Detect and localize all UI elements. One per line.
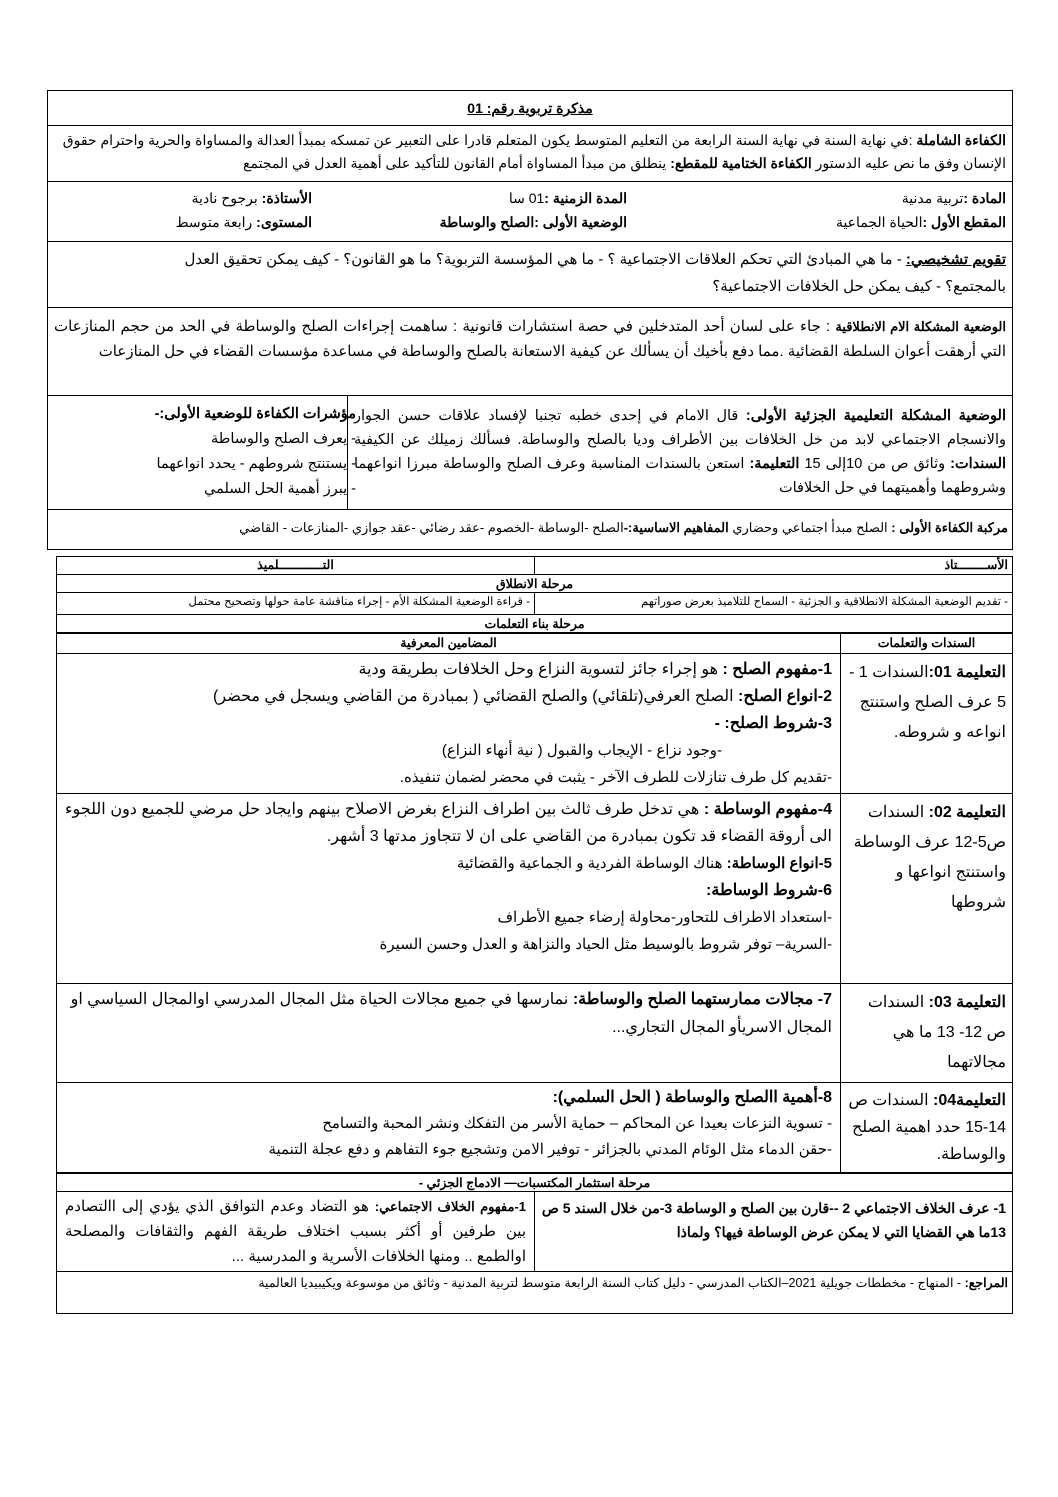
content-cell: 7- مجالات ممارستهما الصلح والوساطة: نمارسها في جميع مجالات الحياة مثل المجال المدرسي اوالمجال السياسي او المجال الاسريأو المجال التجاري...	[57, 984, 841, 1083]
indicator-item: - يستنتج شروطهم - يحدد انواعهما	[156, 456, 356, 472]
section	[836, 214, 1006, 231]
duration-label: المدة الزمنية :	[544, 190, 627, 206]
launch-student: - قراءة الوضعية المشكلة الأم - إجراء مناقشة عامة حولها وتصحيح محتمل	[57, 593, 535, 615]
final-competence-text: ينطلق من مبدأ المساواة أمام القانون للتأكيد على أهمية العدل في المجتمع	[243, 155, 667, 171]
partial-situation	[347, 396, 1012, 509]
info-box	[47, 182, 1013, 242]
resources-label: السندات:	[950, 456, 1007, 472]
progress-table	[56, 556, 1013, 1314]
instruction-label: التعليمة 01:	[928, 664, 1006, 681]
instruction-text: السندات ص 12- 13 ما هي مجالاتهما	[867, 994, 1006, 1071]
instruction-label: التعليمة04:	[933, 1092, 1006, 1109]
concepts-text: الصلح -الوساطة -الخصوم -عقد رضائي -عقد جوازي -المنازعات - القاضي	[239, 520, 624, 535]
duration	[509, 190, 627, 207]
instruction-label: التعليمة 03:	[928, 994, 1006, 1011]
level-value: رابعة متوسط	[175, 214, 253, 230]
instruction-text: السندات ص5-12 عرف الوساطة واستنتج انواعها و شروطها	[853, 804, 1006, 911]
table-row	[57, 984, 1013, 1083]
final-competence-label: الكفاءة الختامية للمقطع:	[670, 155, 812, 171]
level-label: المستوى:	[256, 214, 312, 230]
integration-title: مرحلة استثمار المكتسبات— الادماج الجزئي -	[57, 1174, 1013, 1192]
indicators	[48, 396, 364, 508]
instruction-cell	[841, 984, 1013, 1083]
indicator-item: - يعرف الصلح والوساطة	[211, 431, 356, 447]
level	[176, 214, 312, 231]
instruction-cell	[841, 654, 1013, 794]
resources-text: وثائق ص من 10إلى 15	[804, 456, 946, 472]
table-row	[57, 794, 1013, 984]
content-cell: 1-مفهوم الصلح : هو إجراء جائز لتسوية النزاع وحل الخلافات بطريقة ودية 2-انواع الصلح: الصلح العرفي(تلقائي) والصلح القضائي ( بمبادرة من القاضي ويسجل في محضر) 3-شروط الصلح: - -وجود نزاع - الإيجاب والقبول ( نية أنهاء النزاع) -تقديم كل طرف تنازلات للطرف الآخر - يثبت في محضر لضمان تنفيذه.	[57, 654, 841, 794]
teacher-label: الأستاذة:	[261, 190, 312, 206]
build-title: مرحلة بناء التعلمات	[57, 615, 1013, 633]
launch-title: مرحلة الانطلاق	[57, 575, 1013, 593]
content-cell: 8-أهمية االصلح والوساطة ( الحل السلمي): - تسوية النزعات بعيدا عن المحاكم – حماية الأسر من التفكك ونشر المحبة والتسامح -حقن الدماء مثل الوئام المدني بالجزائر - توفير الامن وتشجيع جوء التفاهم و دفع عجلة التنمية	[57, 1083, 841, 1173]
header-box	[47, 90, 1013, 126]
component-box	[47, 510, 1013, 550]
mother-situation-box	[47, 308, 1013, 396]
instruction-text: السندات 1 - 5 عرف الصلح واستنتج انواعه و شروطه.	[849, 664, 1006, 741]
lesson-plan	[47, 90, 1013, 550]
references	[57, 1272, 1013, 1314]
concepts-label: المفاهيم الاساسية:-	[623, 520, 729, 535]
integration-answer: 1-مفهوم الخلاف الاجتماعي: هو التضاد وعدم التوافق الذي يؤدي إلى االتصادم بين طرفين أو أكثر بسبب اختلاف طريقة الفهم والثقافات والمصلحة اوالطمع .. ومنها الخلافات الأسرية و المدرسية ...	[57, 1192, 535, 1272]
table-row	[57, 1083, 1013, 1173]
partial-situation-label: الوضعية المشكلة التعليمية الجزئية الأولى:	[745, 408, 1006, 424]
component-text: الصلح مبدأ اجتماعي وحضاري	[732, 520, 888, 535]
student-col-header: التــــــــــــلميذ	[57, 557, 535, 575]
section-value: الحياة الجماعية	[835, 214, 923, 230]
mother-situation-text: : جاء على لسان أحد المتدخلين في حصة استشارات قانونية : ساهمت إجراءات الصلح والوساطة في الحد من حجم المنازعات التي أرهقت أعوان السلطة القضائية .مما دفع بأخيك أن يسألك عن كيفية الاستعانة بالصلح والوساطة في مساعدة مؤسسات القضاء في حل المنازعات	[54, 318, 1006, 360]
component-label: مركبة الكفاءة الأولى :	[891, 520, 1008, 535]
mother-situation-label: الوضعية المشكلة الام الانطلاقية	[835, 319, 1006, 334]
situation-label: الوضعية الأولى :	[534, 214, 627, 230]
instruction-text: السندات ص 14-15 حدد اهمية الصلح والوساطة.	[848, 1092, 1006, 1163]
partial-situation-text: قال الامام في إحدى خطبه تجنبا لإفساد علاقات حسن الجوار والانسجام الاجتماعي لابد من خل الخلافات بين الأطراف وديا بالصلح والوساطة. فسألك زميلك عن الكيفية	[354, 408, 1006, 448]
table-row	[57, 654, 1013, 794]
indicators-label: مؤشرات الكفاءة للوضعية الأولى:-	[154, 406, 356, 422]
competence-label: الكفاءة الشاملة	[916, 132, 1006, 148]
launch-teacher: - تقديم الوضعية المشكلة الانطلاقية و الجزئية - السماح للتلاميذ بعرض صوراتهم	[535, 593, 1013, 615]
subject-label: المادة :	[963, 190, 1006, 206]
teacher-value: برجوح نادية	[191, 190, 258, 206]
teacher	[192, 190, 312, 207]
instruction-cell	[841, 1083, 1013, 1173]
partial-situation-box	[47, 396, 1013, 510]
references-label: المراجع:	[964, 1276, 1008, 1290]
situation	[440, 214, 627, 231]
instruction-label: التعليمة:	[749, 456, 800, 472]
indicator-item: - يبرز أهمية الحل السلمي	[203, 481, 356, 497]
diagnostic-line2: بالمجتمع؟ - كيف يمكن حل الخلافات الاجتماعية؟	[712, 278, 1006, 295]
instruction-cell	[841, 794, 1013, 984]
resources-col-header: السندات والتعلمات	[841, 634, 1013, 654]
subject-value: تربية مدنية	[901, 190, 964, 206]
page-title: مذكرة تربوية رقم: 01	[467, 100, 593, 116]
teacher-col-header: الأســــــــتاذ	[535, 557, 1013, 575]
duration-value: 01 سا	[508, 190, 545, 206]
instruction-text: استعن بالسندات المناسبة وعرف الصلح والوساطة مبرزا انواعهما وشروطهما وأهميتهما في حل الخلافات	[354, 456, 1006, 496]
instruction-label: التعليمة 02:	[928, 804, 1006, 821]
situation-value: الصلح والوساطة	[439, 214, 535, 230]
content-col-header: المضامين المعرفية	[57, 634, 841, 654]
references-text: - المنهاج - مخططات جويلية 2021–الكتاب المدرسي - دليل كتاب السنة الرابعة متوسط لتربية المدنية - وثائق من موسوعة ويكيبيديا العالمية	[258, 1276, 962, 1290]
diagnostic-box	[47, 242, 1013, 308]
integration-questions: 1- عرف الخلاف الاجتماعي 2 --قارن بين الصلح و الوساطة 3-من خلال السند 5 ص 13ما هي القضايا التي لا يمكن عرض الوساطة فيها؟ ولماذا	[535, 1192, 1013, 1272]
diagnostic-line1: - ما هي المبادئ التي تحكم العلاقات الاجتماعية ؟ - ما هي المؤسسة التربوية؟ ما هو القانون؟ - كيف يمكن تحقيق العدل	[184, 251, 902, 268]
competence-text: :في نهاية السنة في نهاية السنة الرابعة من التعليم المتوسط يكون المتعلم قادرا على التعبير عن تمسكه بمبدأ العدالة والمساواة والحرية واحترام حقوق الإنسان وفق ما نص عليه الدستور	[62, 132, 1006, 171]
subject	[902, 190, 1006, 207]
competence-box	[47, 126, 1013, 182]
diagnostic-label: تقويم تشخيصي:	[905, 251, 1006, 268]
section-label: المقطع الأول :	[922, 214, 1006, 230]
content-cell: 4-مفهوم الوساطة : هي تدخل طرف ثالث بين اطراف النزاع بغرض الاصلاح بينهم وايجاد حل مرضي للجميع دون اللجوء الى أروقة القضاء قد تكون بمبادرة من القاضي على ان لا تتجاوز مدتها 3 أشهر. 5-انواع الوساطة: هناك الوساطة الفردية و الجماعية والقضائية 6-شروط الوساطة: -استعداد الاطراف للتحاور-محاولة إرضاء جميع الأطراف -السرية– توفر شروط بالوسيط مثل الحياد والنزاهة و العدل وحسن السيرة	[57, 794, 841, 984]
